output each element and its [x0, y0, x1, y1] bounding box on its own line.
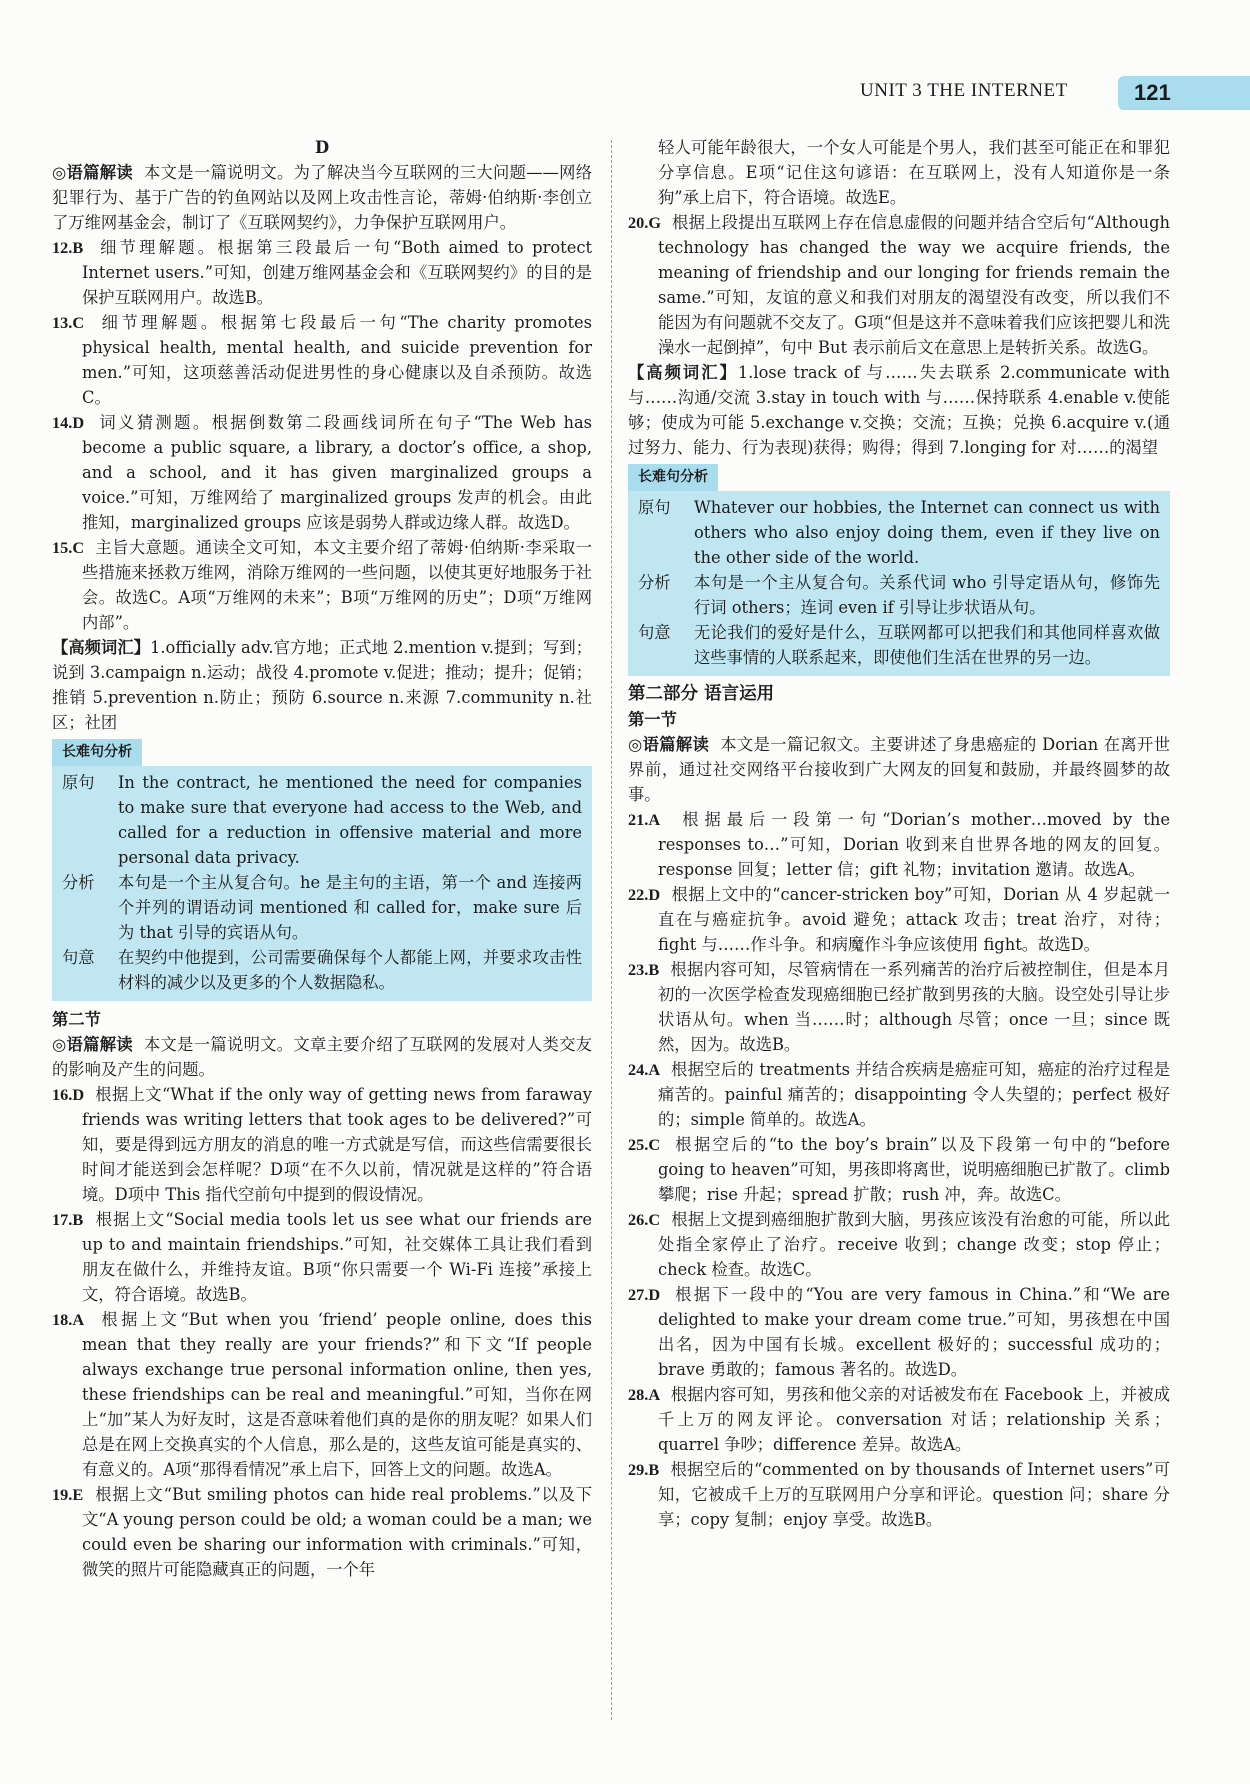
answer-text: 细节理解题。根据第七段最后一句“The charity promotes physical health, mental health, and suicide prevention for men.”可知，这项慈善活动促进男性的身心健康以及自杀预防。故选C。 [82, 313, 592, 407]
answer-text: 根据最后一段第一句“Dorian’s mother…moved by the responses to…”可知，Dorian 收到来自世界各地的网友的回复。response 回复；letter 信；gift 礼物；invitation 邀请。故选A。 [658, 810, 1170, 879]
original-label: 原句 [638, 498, 671, 517]
answer-17 [52, 1207, 592, 1307]
answer-text: 根据上文中的“cancer-stricken boy”可知，Dorian 从 4 岁起就一直在与癌症抗争。avoid 避免；attack 攻击；treat 治疗，对待；fight 与……作斗争。和病魔作斗争应该使用 fight。故选D。 [658, 885, 1170, 954]
reading-label: ◎语篇解读 [52, 1035, 133, 1054]
long-sentence-box-2 [628, 491, 1170, 676]
long-sentence-box-1 [52, 766, 592, 1001]
reading-label: ◎语篇解读 [628, 735, 710, 754]
answer-number: 27.D [628, 1285, 661, 1304]
analysis-text: 本句是一个主从复合句。关系代词 who 引导定语从句，修饰先行词 others；连词 even if 引导让步状语从句。 [694, 573, 1160, 617]
answer-number: 20.G [628, 213, 662, 232]
answer-20 [628, 210, 1170, 360]
answer-text: 根据上文“What if the only way of getting news from faraway friends was writing letters that took ages to be delivered?”可知，要是得到远方朋友的消息的唯一方式就是写信，而这些信需要很长时间才能送到会怎样呢？D项“在不久以前，情况就是这样的”符合语境。D项中 This 指代空前句中提到的假设情况。 [82, 1085, 592, 1204]
reading-analysis-p2 [628, 732, 1170, 807]
answer-text: 根据上文“But when you ‘friend’ people online, does this mean that they really are your friends?”和下文“If people always exchange true personal information online, then yes, these friendships can be real and meaningful.”可知，当你在网上“加”某人为好友时，这是否意味着他们真的是你的朋友呢？如果人们总是在网上交换真实的个人信息，那么是的，这些友谊可能是真实的、有意义的。A项“那得看情况”承上启下，回答上文的问题。故选A。 [82, 1310, 592, 1479]
left-column [52, 135, 592, 1582]
answer-text: 词义猜测题。根据倒数第二段画线词所在句子“The Web has become a public square, a library, a doctor’s office, a shop, and a school, and it has given marginalized groups a voice.”可知，万维网给了 marginalized groups 发声的机会。由此推知，marginalized groups 应该是弱势人群或边缘人群。故选D。 [82, 413, 593, 532]
meaning-label: 句意 [638, 623, 671, 642]
vocab-label: 【高频词汇】 [628, 363, 738, 382]
answer-27 [628, 1282, 1170, 1382]
answer-text: 细节理解题。根据第三段最后一句“Both aimed to protect Internet users.”可知，创建万维网基金会和《互联网契约》的目的是保护互联网用户。故选B。 [82, 238, 593, 307]
answer-23 [628, 957, 1170, 1057]
answer-text: 根据空后的“to the boy’s brain”以及下段第一句中的“before going to heaven”可知，男孩即将离世，说明癌细胞已扩散了。climb 攀爬；rise 升起；spread 扩散；rush 冲，奔。故选C。 [658, 1135, 1170, 1204]
vocab-text: 1.lose track of 与……失去联系 2.communicate with 与……沟通/交流 3.stay in touch with 与……保持联系 4.enable v.使能够；使成为可能 5.exchange v.交换；交流；互换；兑换 6.acquire v.(通过努力、能力、行为表现)获得；购得；得到 7.longing for 对……的渴望 [628, 363, 1170, 457]
answer-number: 16.D [52, 1085, 85, 1104]
answer-28 [628, 1382, 1170, 1457]
answer-22 [628, 882, 1170, 957]
vocab-text: 1.officially adv.官方地；正式地 2.mention v.提到；写到；说到 3.campaign n.运动；战役 4.promote v.促进；推动；提升；促销；推销 5.prevention n.防止；预防 6.source n.来源 7.community n.社区；社团 [52, 638, 592, 732]
answer-number: 22.D [628, 885, 661, 904]
original-label: 原句 [62, 773, 95, 792]
answer-text: 根据下一段中的“You are very famous in China.”和“We are delighted to make your dream come true.”可知，男孩想在中国出名，因为中国有长城。excellent 极好的；successful 成功的；brave 勇敢的；famous 著名的。故选D。 [658, 1285, 1170, 1379]
answer-text: 根据上文提到癌细胞扩散到大脑，男孩应该没有治愈的可能，所以此处指全家停止了治疗。receive 收到；change 改变；stop 停止；check 检查。故选C。 [658, 1210, 1170, 1279]
answer-number: 14.D [52, 413, 85, 432]
answer-number: 17.B [52, 1210, 84, 1229]
answer-19-continued: 轻人可能年龄很大，一个女人可能是个男人，我们甚至可能正在和罪犯分享信息。E项“记住这句谚语：在互联网上，没有人知道你是一条狗”承上启下，符合语境。故选E。 [658, 138, 1170, 207]
meaning-label: 句意 [62, 948, 95, 967]
answer-text: 根据内容可知，男孩和他父亲的对话被发布在 Facebook 上，并被成千上万的网友评论。conversation 对话；relationship 关系；quarrel 争吵；difference 差异。故选A。 [658, 1385, 1170, 1454]
original-sentence: Whatever our hobbies, the Internet can connect us with others who also enjoy doing them, even if they live on the other side of the world. [694, 498, 1160, 567]
answer-number: 12.B [52, 238, 84, 257]
unit-title: UNIT 3 THE INTERNET [860, 80, 1068, 101]
right-column [628, 135, 1170, 1532]
long-sentence-tag: 长难句分析 [52, 739, 142, 766]
reading-text: 本文是一篇说明文。文章主要介绍了互联网的发展对人类交友的影响及产生的问题。 [52, 1035, 592, 1079]
analysis-text: 本句是一个主从复合句。he 是主句的主语，第一个 and 连接两个并列的谓语动词 mentioned 和 called for，make sure 后为 that 引导的宾语从句。 [118, 873, 582, 942]
section-2-title: 第二节 [52, 1010, 101, 1029]
answer-number: 15.C [52, 538, 85, 557]
meaning-text: 无论我们的爱好是什么，互联网都可以把我们和其他同样喜欢做这些事情的人联系起来，即使他们生活在世界的另一边。 [694, 623, 1160, 667]
answer-21 [628, 807, 1170, 882]
analysis-label: 分析 [638, 573, 671, 592]
answer-number: 28.A [628, 1385, 661, 1404]
long-sentence-tag: 长难句分析 [628, 464, 718, 491]
answer-19 [52, 1482, 592, 1582]
answer-text: 主旨大意题。通读全文可知，本文主要介绍了蒂姆·伯纳斯·李采取一些措施来拯救万维网，消除万维网的一些问题，以使其更好地服务于社会。故选C。A项“万维网的未来”；B项“万维网的历史”；D项“万维网内部”。 [82, 538, 592, 632]
answer-text: 根据上文“But smiling photos can hide real problems.”以及下文“A young person could be old; a woman could be a man; we could even be sharing our information with criminals.”可知，微笑的照片可能隐藏真正的问题，一个年 [82, 1485, 593, 1579]
answer-13 [52, 310, 592, 410]
vocab-list-2 [628, 360, 1170, 460]
vocab-label: 【高频词汇】 [52, 638, 151, 657]
answer-number: 13.C [52, 313, 85, 332]
analysis-label: 分析 [62, 873, 95, 892]
answer-16 [52, 1082, 592, 1207]
answer-text: 根据上段提出互联网上存在信息虚假的问题并结合空后句“Although technology has changed the way we acquire friends, the meaning of friendship and our longing for friends remain the same.”可知，友谊的意义和我们对朋友的渴望没有改变，所以我们不能因为有问题就不交友了。G项“但是这并不意味着我们应该把婴儿和洗澡水一起倒掉”，句中 But 表示前后文在意思上是转折关系。故选G。 [658, 213, 1170, 357]
answer-26 [628, 1207, 1170, 1282]
reading-text: 本文是一篇说明文。为了解决当今互联网的三大问题——网络犯罪行为、基于广告的钓鱼网站以及网上攻击性言论，蒂姆·伯纳斯·李创立了万维网基金会，制订了《互联网契约》，力争保护互联网用户。 [52, 163, 592, 232]
answer-24 [628, 1057, 1170, 1132]
column-divider [611, 140, 612, 1720]
reading-analysis-s2 [52, 1032, 592, 1082]
answer-25 [628, 1132, 1170, 1207]
answer-number: 24.A [628, 1060, 661, 1079]
answer-number: 26.C [628, 1210, 661, 1229]
answer-text: 根据上文“Social media tools let us see what our friends are up to and maintain friendships.”可知，社交媒体工具让我们看到朋友在做什么，并维持友谊。B项“你只需要一个 Wi-Fi 连接”承接上文，符合语境。故选B。 [82, 1210, 592, 1304]
meaning-text: 在契约中他提到，公司需要确保每个人都能上网，并要求攻击性材料的减少以及更多的个人数据隐私。 [118, 948, 582, 992]
vocab-list-1 [52, 635, 592, 735]
page-number: 121 [1118, 76, 1250, 110]
reading-text: 本文是一篇记叙文。主要讲述了身患癌症的 Dorian 在离开世界前，通过社交网络平台接收到广大网友的回复和鼓励，并最终圆梦的故事。 [628, 735, 1170, 804]
original-sentence: In the contract, he mentioned the need for companies to make sure that everyone had access to the Web, and called for a reduction in offensive material and more personal data privacy. [118, 773, 582, 867]
answer-15 [52, 535, 592, 635]
answer-number: 18.A [52, 1310, 85, 1329]
answer-number: 25.C [628, 1135, 661, 1154]
passage-d-title: D [314, 138, 330, 157]
answer-29 [628, 1457, 1170, 1532]
answer-12 [52, 235, 592, 310]
answer-text: 根据空后的 treatments 并结合疾病是癌症可知，癌症的治疗过程是痛苦的。painful 痛苦的；disappointing 令人失望的；perfect 极好的；simple 简单的。故选A。 [658, 1060, 1170, 1129]
reading-label: ◎语篇解读 [52, 163, 134, 182]
part-2-title: 第二部分 语言运用 [628, 684, 775, 704]
answer-number: 29.B [628, 1460, 660, 1479]
reading-analysis-d [52, 160, 592, 235]
answer-14 [52, 410, 592, 535]
answer-text: 根据空后的“commented on by thousands of Internet users”可知，它被成千上万的互联网用户分享和评论。question 问；share 分享；copy 复制；enjoy 享受。故选B。 [658, 1460, 1170, 1529]
page-header [860, 76, 1250, 110]
section-1-title: 第一节 [628, 710, 677, 729]
answer-text: 根据内容可知，尽管病情在一系列痛苦的治疗后被控制住，但是本月初的一次医学检查发现癌细胞已经扩散到男孩的大脑。设空处引导让步状语从句。when 当……时；although 尽管；once 一旦；since 既然，因为。故选B。 [658, 960, 1170, 1054]
answer-number: 21.A [628, 810, 661, 829]
answer-number: 23.B [628, 960, 660, 979]
answer-18 [52, 1307, 592, 1482]
answer-number: 19.E [52, 1485, 84, 1504]
